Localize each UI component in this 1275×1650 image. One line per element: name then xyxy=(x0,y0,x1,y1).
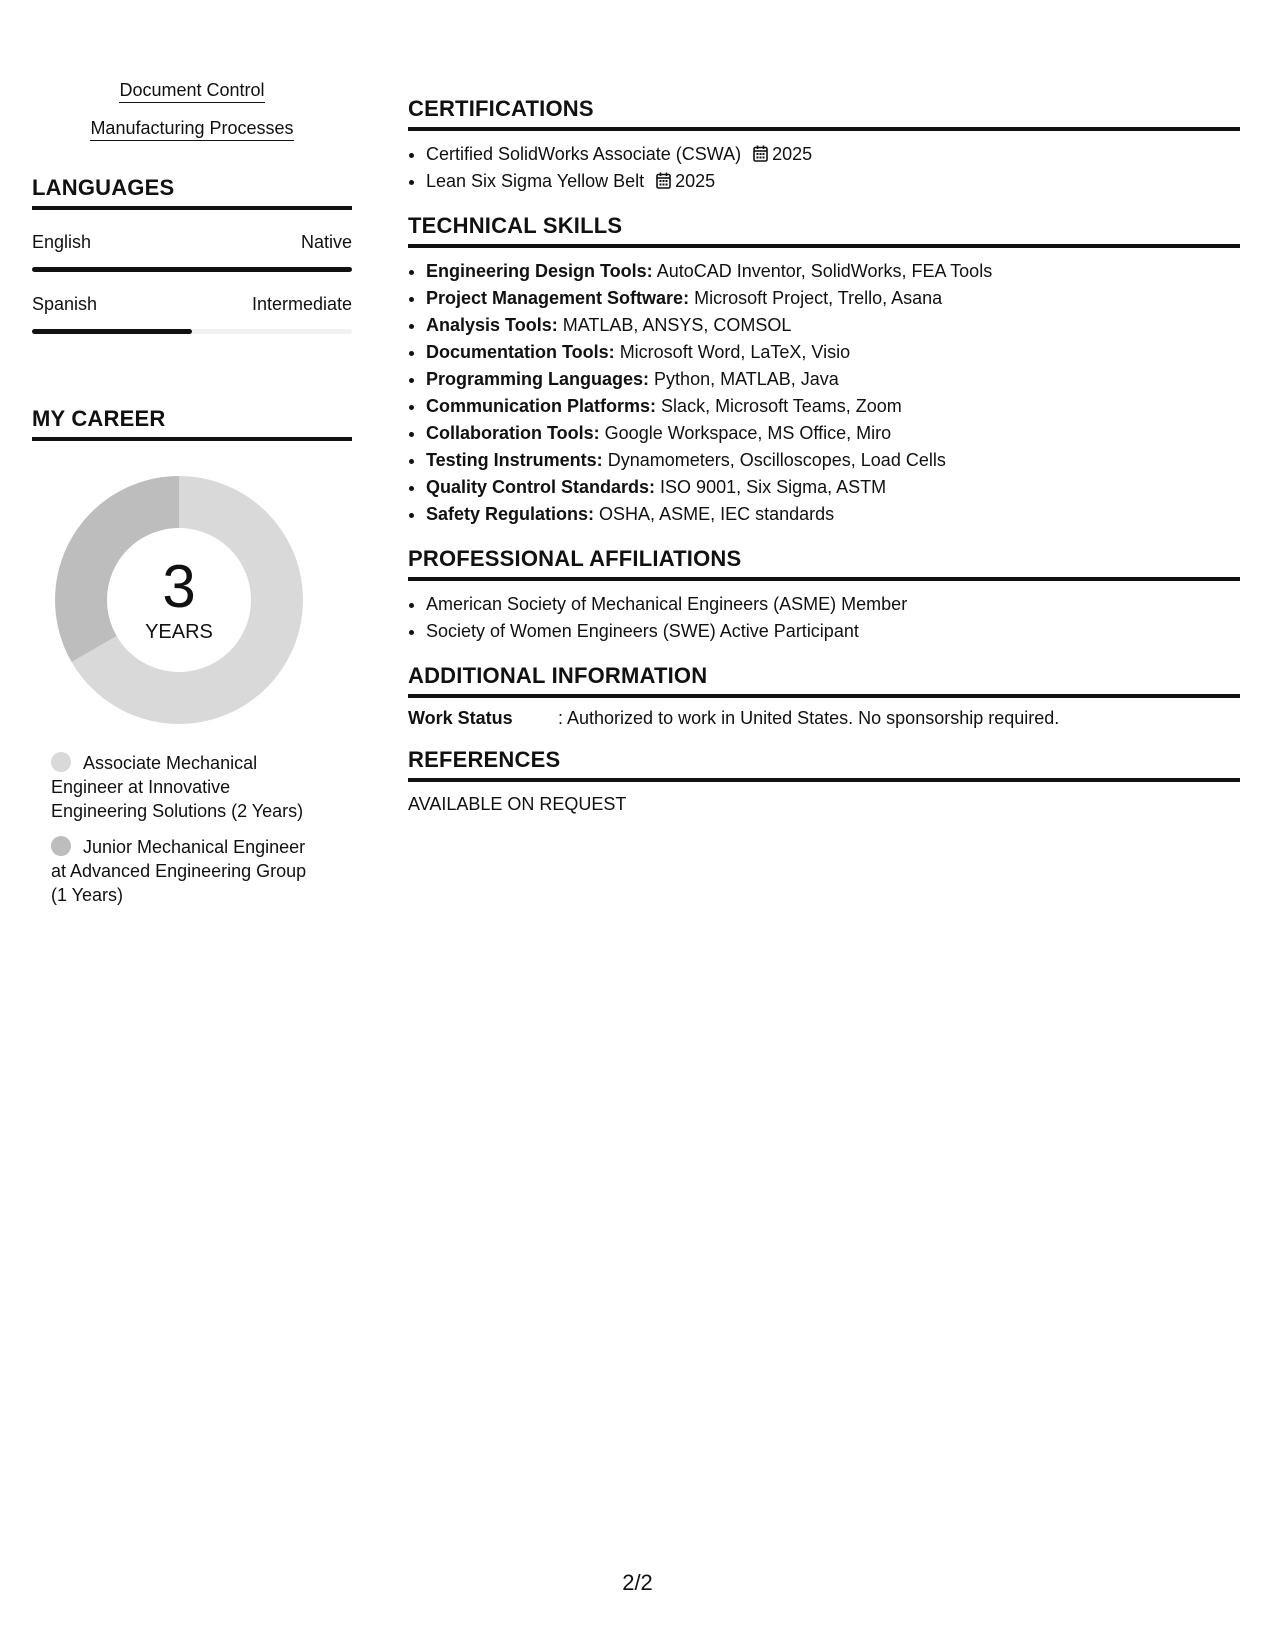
certifications-section xyxy=(408,96,1240,195)
language-item xyxy=(32,294,352,334)
references-section xyxy=(408,747,1240,815)
skill-item: • Collaboration Tools: Google Workspace, MS Office, Miro xyxy=(426,420,1240,447)
language-level: Native xyxy=(300,232,352,252)
references-title: REFERENCES xyxy=(408,747,1240,782)
affiliations-title: PROFESSIONAL AFFILIATIONS xyxy=(408,546,1240,581)
technical-skills-section xyxy=(408,213,1240,528)
affiliations-section xyxy=(408,546,1240,645)
career-section xyxy=(32,406,352,907)
references-text: AVAILABLE ON REQUEST xyxy=(408,794,627,814)
technical-skills-list xyxy=(408,258,1240,528)
skill-item: • Engineering Design Tools: AutoCAD Inventor, SolidWorks, FEA Tools xyxy=(426,258,1240,285)
certification-year: 2025 xyxy=(772,144,813,164)
legend-dot xyxy=(51,752,71,772)
career-title: MY CAREER xyxy=(32,406,352,441)
additional-info-section xyxy=(408,663,1240,729)
career-years-unit: YEARS xyxy=(145,621,213,643)
career-legend xyxy=(32,751,352,907)
work-status-label: Work Status xyxy=(408,708,513,728)
certification-year: 2025 xyxy=(675,171,716,191)
skill-item: • Communication Platforms: Slack, Microsoft Teams, Zoom xyxy=(426,393,1240,420)
language-level: Intermediate xyxy=(251,294,352,314)
certification-item: • Certified SolidWorks Associate (CSWA) 2025 xyxy=(426,141,1240,168)
skill-item: • Documentation Tools: Microsoft Word, LaTeX, Visio xyxy=(426,339,1240,366)
work-status-value: : Authorized to work in United States. No sponsorship required. xyxy=(558,708,1060,728)
calendar-icon xyxy=(753,145,768,162)
additional-info-title: ADDITIONAL INFORMATION xyxy=(408,663,1240,698)
affiliation-item: • American Society of Mechanical Engineers (ASME) Member xyxy=(426,591,1240,618)
calendar-icon xyxy=(656,172,671,189)
career-total-years: 3 xyxy=(162,553,196,620)
language-name: English xyxy=(32,232,92,252)
skill-item: • Analysis Tools: MATLAB, ANSYS, COMSOL xyxy=(426,312,1240,339)
skill-tags xyxy=(32,80,352,139)
left-column xyxy=(32,80,352,919)
page-number: 2/2 xyxy=(622,1570,653,1595)
career-legend-item: Associate Mechanical Engineer at Innovative Engineering Solutions (2 Years) xyxy=(51,753,304,821)
legend-dot xyxy=(51,836,71,856)
career-donut-chart xyxy=(54,475,304,725)
language-item xyxy=(32,232,352,272)
language-proficiency-bar xyxy=(32,267,352,272)
languages-section xyxy=(32,175,352,334)
certifications-title: CERTIFICATIONS xyxy=(408,96,1240,131)
affiliations-list xyxy=(408,591,1240,645)
certifications-list xyxy=(408,141,1240,195)
career-legend-item: Junior Mechanical Engineer at Advanced Engineering Group (1 Years) xyxy=(51,837,307,905)
skill-item: • Project Management Software: Microsoft Project, Trello, Asana xyxy=(426,285,1240,312)
languages-title: LANGUAGES xyxy=(32,175,352,210)
work-status-row xyxy=(408,708,1240,729)
skill-item: • Testing Instruments: Dynamometers, Oscilloscopes, Load Cells xyxy=(426,447,1240,474)
language-proficiency-bar xyxy=(32,329,352,334)
right-column xyxy=(408,96,1240,833)
skill-tag: Manufacturing Processes xyxy=(32,118,352,139)
skill-item: • Safety Regulations: OSHA, ASME, IEC standards xyxy=(426,501,1240,528)
certification-item: • Lean Six Sigma Yellow Belt 2025 xyxy=(426,168,1240,195)
skill-item: • Programming Languages: Python, MATLAB, Java xyxy=(426,366,1240,393)
affiliation-item: • Society of Women Engineers (SWE) Active Participant xyxy=(426,618,1240,645)
skill-tag: Document Control xyxy=(32,80,352,101)
skill-item: • Quality Control Standards: ISO 9001, Six Sigma, ASTM xyxy=(426,474,1240,501)
language-name: Spanish xyxy=(32,294,98,314)
technical-skills-title: TECHNICAL SKILLS xyxy=(408,213,1240,248)
